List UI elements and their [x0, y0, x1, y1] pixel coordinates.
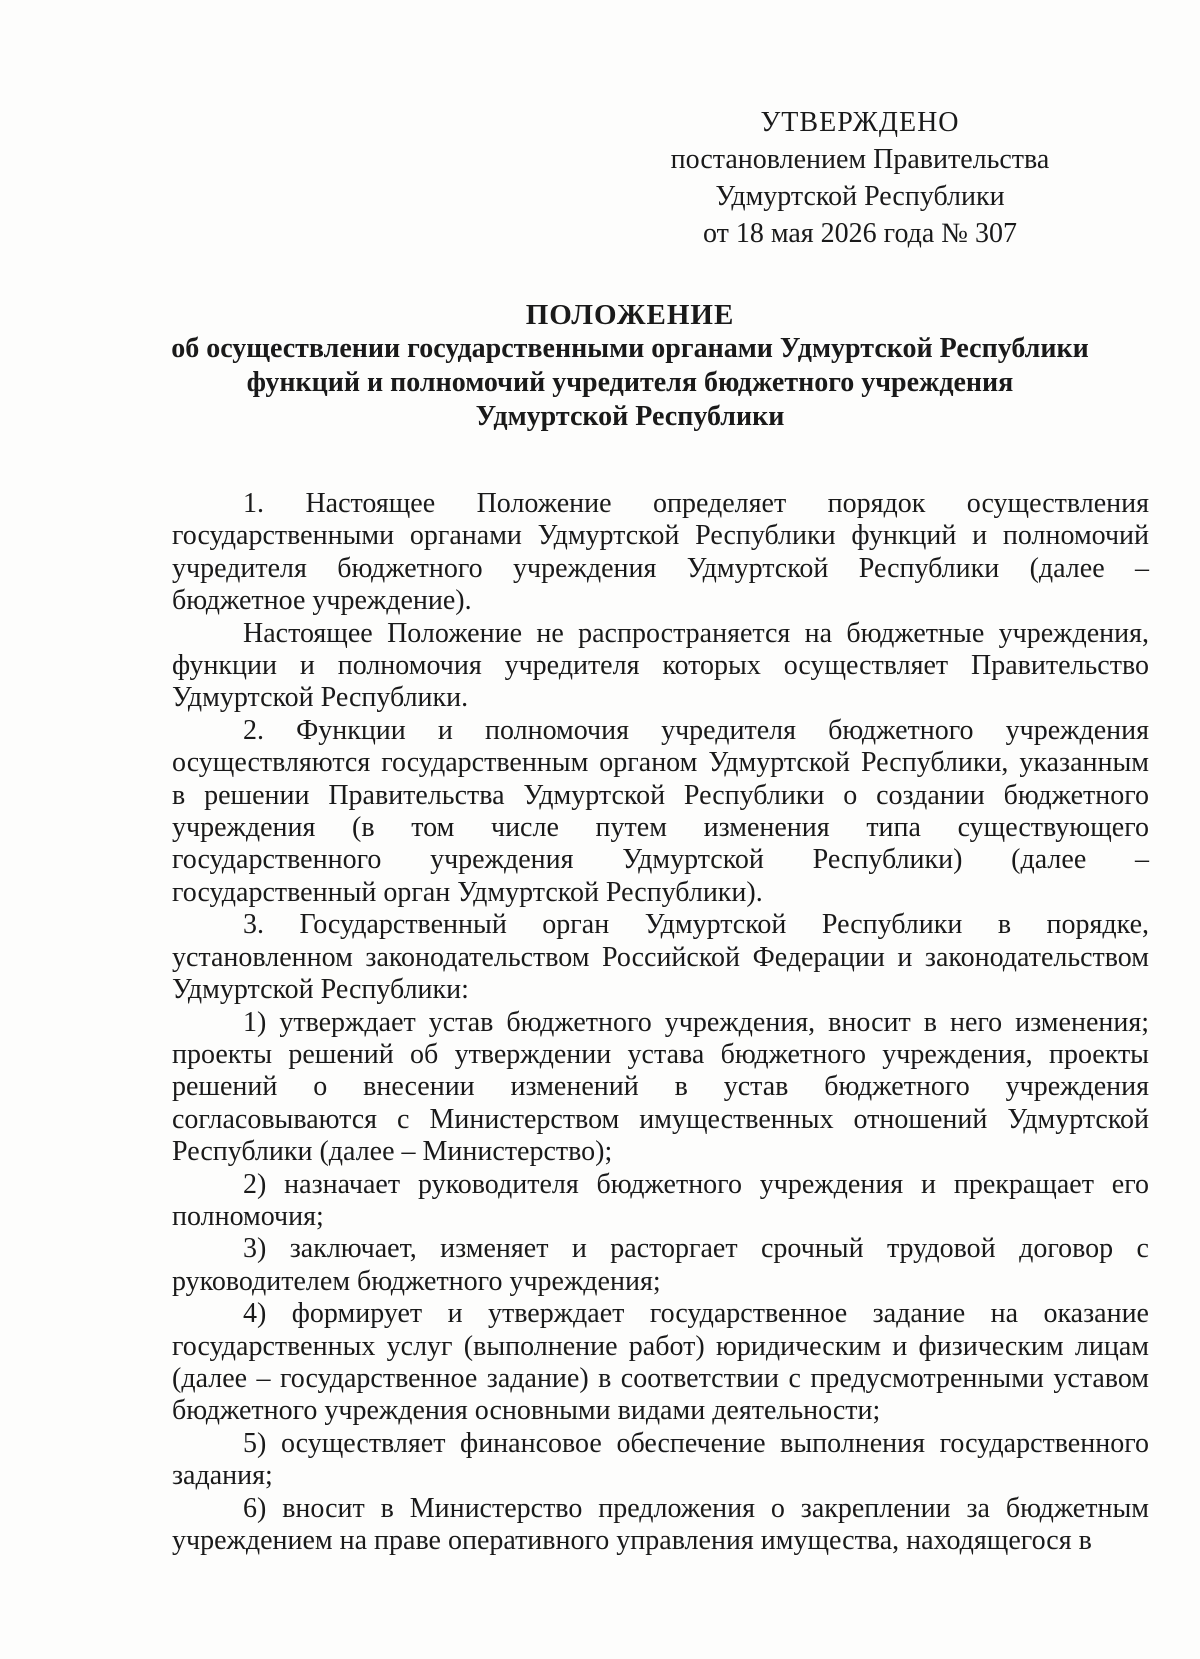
approval-line-3: от 18 мая 2026 года № 307: [702, 218, 1018, 249]
document-title-main: ПОЛОЖЕНИЕ: [525, 299, 735, 331]
document-title-line-2: функций и полномочий учредителя бюджетного учреждения: [246, 367, 1014, 398]
paragraph: 3) заключает, изменяет и расторгает срочный трудовой договор с руководителем бюджетного учреждения;: [172, 1233, 1149, 1297]
paragraph: 3. Государственный орган Удмуртской Республики в порядке, установленном законодательством Российской Федерации и законодательством Удмуртской Республики:: [172, 909, 1149, 1006]
paragraph: 1. Настоящее Положение определяет порядок осуществления государственными органами Удмуртской Республики функций и полномочий учредителя бюджетного учреждения Удмуртской Республики (далее – бюджетное учреждение).: [172, 488, 1149, 617]
document-title-line-1: об осуществлении государственными органами Удмуртской Республики: [171, 333, 1089, 364]
approval-line-2: Удмуртской Республики: [715, 181, 1005, 212]
paragraph: 5) осуществляет финансовое обеспечение выполнения государственного задания;: [172, 1427, 1149, 1492]
paragraph: 6) вносит в Министерство предложения о закреплении за бюджетным учреждением на праве оперативного управления имущества, находящегося в: [172, 1492, 1149, 1556]
approval-word: УТВЕРЖДЕНО: [760, 107, 960, 138]
document-body: [172, 488, 1149, 1557]
paragraph: 1) утверждает устав бюджетного учреждения, вносит в него изменения; проекты решений об утверждении устава бюджетного учреждения, проекты решений о внесении изменений в устав бюджетного учреждения согласовываются с Министерством имущественных отношений Удмуртской Республики (далее – Министерство);: [172, 1006, 1149, 1168]
paragraph: 2. Функции и полномочия учредителя бюджетного учреждения осуществляются государственным органом Удмуртской Республики, указанным в решении Правительства Удмуртской Республики о создании бюджетного учреждения (в том числе путем изменения типа существующего государственного учреждения Удмуртской Республики) (далее – государственный орган Удмуртской Республики).: [172, 714, 1149, 908]
document-title-line-3: Удмуртской Республики: [475, 401, 785, 432]
paragraph: Настоящее Положение не распространяется на бюджетные учреждения, функции и полномочия учредителя которых осуществляет Правительство Удмуртской Республики.: [172, 617, 1149, 714]
paragraph: 4) формирует и утверждает государственное задание на оказание государственных услуг (выполнение работ) юридическим и физическим лицам (далее – государственное задание) в соответствии с предусмотренными уставом бюджетного учреждения основными видами деятельности;: [172, 1298, 1149, 1427]
approval-stamp: [650, 104, 1070, 252]
document-title: [150, 298, 1110, 434]
approval-line-1: постановлением Правительства: [670, 144, 1050, 175]
paragraph: 2) назначает руководителя бюджетного учреждения и прекращает его полномочия;: [172, 1168, 1149, 1232]
